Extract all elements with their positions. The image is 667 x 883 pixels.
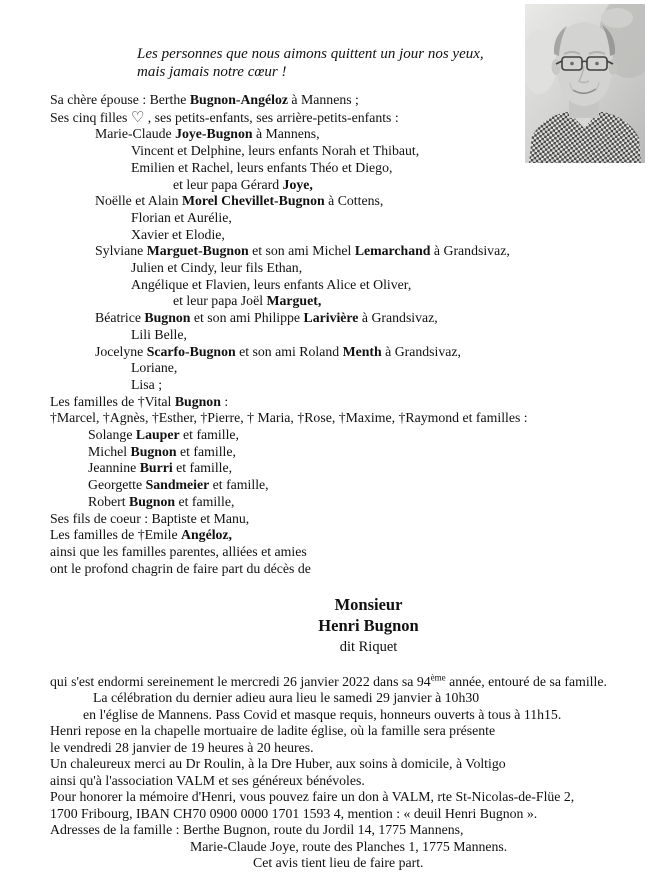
memorial-quote-line1: Les personnes que nous aimons quittent un jour nos yeux, [137,46,484,62]
family-line: Jocelyne Scarfo-Bugnon et son ami Roland Menth à Grandsivaz, [95,343,461,359]
family-line: Lili Belle, [131,326,187,342]
announcement-details [50,674,667,872]
detail-line: Henri repose en la chapelle mortuaire de ladite église, où la famille sera présente [50,723,496,739]
portrait-photo [525,4,645,163]
family-line: Julien et Cindy, leur fils Ethan, [131,260,303,276]
family-line: Lisa ; [131,376,163,392]
family-line: Ses fils de coeur : Baptiste et Manu, [50,510,250,526]
family-line: ainsi que les familles parentes, alliées et amies [50,543,307,559]
family-line: Solange Lauper et famille, [88,427,239,443]
family-line: Robert Bugnon et famille, [88,493,235,509]
deceased-nickname: dit Riquet [339,638,398,655]
detail-line: qui s'est endormi sereinement le mercredi 26 janvier 2022 dans sa 94ème année, entouré de sa famille. [50,672,607,689]
detail-line: Un chaleureux merci au Dr Roulin, à la Dre Huber, aux soins à domicile, à Voltigo [50,756,506,772]
deceased-title: Monsieur [334,595,403,615]
detail-line: 1700 Fribourg, IBAN CH70 0900 0000 1701 1593 4, mention : « deuil Henri Bugnon ». [50,805,538,821]
family-line: Michel Bugnon et famille, [88,443,236,459]
memorial-quote-line2: mais jamais notre cœur ! [137,63,287,80]
family-line: Les familles de †Emile Angéloz, [50,527,232,543]
detail-line: La célébration du dernier adieu aura lieu le samedi 29 janvier à 10h30 [93,690,480,706]
detail-line: Pour honorer la mémoire d'Henri, vous pouvez faire un don à VALM, rte St-Nicolas-de-Flüe 2, [50,789,575,805]
detail-line: en l'église de Mannens. Pass Covid et masque requis, honneurs ouverts à tous à 11h15. [83,706,562,722]
detail-line: Adresses de la famille : Berthe Bugnon, route du Jordil 14, 1775 Mannens, [50,822,464,838]
family-line: Xavier et Elodie, [131,226,225,242]
family-line: ont le profond chagrin de faire part du décès de [50,560,311,576]
family-line: Vincent et Delphine, leurs enfants Norah et Thibaut, [131,143,420,159]
family-line: Ses cinq filles ♡ , ses petits-enfants, ses arrière-petits-enfants : [50,107,399,126]
detail-line: le vendredi 28 janvier de 19 heures à 20 heures. [50,739,314,755]
family-line: et leur papa Joël Marguet, [173,293,322,309]
family-line: Sa chère épouse : Berthe Bugnon-Angéloz à Mannens ; [50,92,359,107]
family-list [50,92,667,577]
family-line: †Marcel, †Agnès, †Esther, †Pierre, † Maria, †Rose, †Maxime, †Raymond et familles : [50,410,528,426]
deceased-name: Henri Bugnon [318,616,419,636]
family-line: Angélique et Flavien, leurs enfants Alice et Oliver, [131,276,412,292]
deceased-heading [50,595,667,657]
family-line: Les familles de †Vital Bugnon : [50,393,229,409]
family-line: Emilien et Rachel, leurs enfants Théo et Diego, [131,159,393,175]
family-line: Georgette Sandmeier et famille, [88,477,269,493]
heart-icon: ♡ [130,107,145,126]
family-line: Marie-Claude Joye-Bugnon à Mannens, [95,126,320,142]
family-line: Sylviane Marguet-Bugnon et son ami Michel Lemarchand à Grandsivaz, [95,243,510,259]
detail-line: ainsi qu'à l'association VALM et ses généreux bénévoles. [50,772,365,788]
family-line: Florian et Aurélie, [131,209,232,225]
family-line: et leur papa Gérard Joye, [173,176,313,192]
detail-line: Cet avis tient lieu de faire part. [253,855,424,871]
family-line: Noëlle et Alain Morel Chevillet-Bugnon à Cottens, [95,193,384,209]
detail-line: Marie-Claude Joye, route des Planches 1, 1775 Mannens. [190,838,508,854]
family-line: Béatrice Bugnon et son ami Philippe Larivière à Grandsivaz, [95,310,438,326]
family-line: Loriane, [131,360,178,376]
family-line: Jeannine Burri et famille, [88,460,233,476]
